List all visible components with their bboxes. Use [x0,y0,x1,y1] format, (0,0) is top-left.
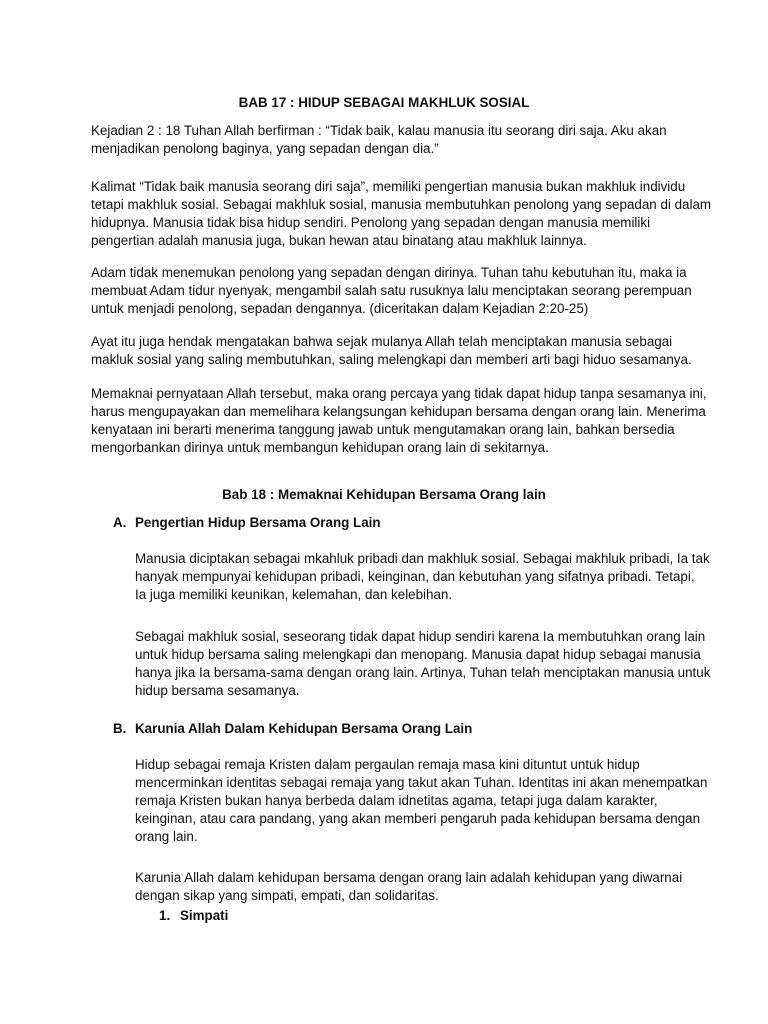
chapter-17-paragraph-3 [91,264,692,318]
list-item-number: 1. [159,908,171,923]
chapter-17-paragraph-2 [91,178,712,250]
text-line: Adam tidak menemukan penolong yang sepadan dengan dirinya. Tuhan tahu kebutuhan itu, maka ia [91,265,687,280]
section-b-marker: B. [113,721,127,736]
text-line: hanya jika Ia bersama-sama dengan orang lain. Artinya, Tuhan telah menciptakan manusia untuk [135,665,711,680]
chapter-18-title: Bab 18 : Memaknai Kehidupan Bersama Orang lain [222,487,546,502]
text-line: orang lain. [135,829,198,844]
text-line: Ayat itu juga hendak mengatakan bahwa sejak mulanya Allah telah menciptakan manusia sebagai [91,334,673,349]
text-line: kenyataan ini berarti menerima tanggung jawab untuk mengutamakan orang lain, bahkan bersedia [91,422,675,437]
text-line: makluk sosial yang saling membutuhkan, saling melengkapi dan memberi arti bagi hiduo sesamanya. [91,352,692,367]
text-line: hidupnya. Manusia tidak bisa hidup sendiri. Penolong yang sepadan dengan manusia memiliki [91,215,651,230]
section-a-marker: A. [113,515,127,530]
text-line: Manusia diciptakan sebagai mkahluk pribadi dan makhluk sosial. Sebagai makhluk pribadi, Ia tak [135,551,710,566]
text-line: untuk hidup bersama saling melengkapi dan menopang. Manusia dapat hidup sebagai manusia [135,647,701,662]
text-line: remaja Kristen bukan hanya berbeda dalam idnetitas agama, tetapi juga dalam karakter, [135,793,658,808]
text-line: Hidup sebagai remaja Kristen dalam pergaulan remaja masa kini dituntut untuk hidup [135,757,640,772]
text-line: tetapi makhluk sosial. Sebagai makhluk sosial, manusia membutuhkan penolong yang sepadan di dalam [91,197,712,212]
section-b-title: Karunia Allah Dalam Kehidupan Bersama Orang Lain [135,721,473,736]
text-line: membuat Adam tidur nyenyak, mengambil salah satu rusuknya lalu menciptakan seorang perempuan [91,283,692,298]
chapter-17-paragraph-4 [91,333,692,369]
text-line: keinginan, atau cara pandang, yang akan memberi pengaruh pada kehidupan bersama dengan [135,811,701,826]
text-line: dengan sikap yang simpati, empati, dan solidaritas. [135,888,439,903]
chapter-17-title: BAB 17 : HIDUP SEBAGAI MAKHLUK SOSIAL [238,95,530,110]
text-line: mengorbankan dirinya untuk membangun kehidupan orang lain di sekitarnya. [91,440,549,455]
text-line: harus mengupayakan dan memelihara kelangsungan kehidupan bersama dengan orang lain. Menerima [91,404,706,419]
section-b-paragraph-1 [135,756,708,846]
text-line: Sebagai makhluk sosial, seseorang tidak dapat hidup sendiri karena Ia membutuhkan orang lain [135,629,706,644]
text-line: hidup bersama sesamanya. [135,683,300,698]
section-a-heading [113,514,381,532]
text-line: Kalimat “Tidak baik manusia seorang diri saja”, memiliki pengertian manusia bukan makhluk individu [91,179,686,194]
text-line: Ia juga memiliki keunikan, kelemahan, dan kelebihan. [135,587,453,602]
section-a-paragraph-2 [135,628,711,700]
section-a-title: Pengertian Hidup Bersama Orang Lain [135,515,381,530]
text-line: hanyak mempunyai kehidupan pribadi, keinginan, dan kebutuhan yang sifatnya pribadi. Tetapi, [135,569,695,584]
text-line: pengertian adalah manusia juga, bukan hewan atau binatang atau makhluk lainnya. [91,233,587,248]
text-line: Memaknai pernyataan Allah tersebut, maka orang percaya yang tidak dapat hidup tanpa sesamanya ini, [91,386,707,401]
text-line: mencerminkan identitas sebagai remaja yang takut akan Tuhan. Identitas ini akan menempatkan [135,775,708,790]
section-a-paragraph-1 [135,550,710,604]
section-b-paragraph-2 [135,869,695,905]
list-item-simpati [159,907,228,925]
text-line: menjadikan penolong baginya, yang sepadan dengan dia.” [91,141,439,156]
chapter-17-paragraph-1 [91,122,681,158]
text-line: Kejadian 2 : 18 Tuhan Allah berfirman : “Tidak baik, kalau manusia itu seorang diri saja. Aku akan [91,123,667,138]
section-b-heading [113,720,472,738]
chapter-17-paragraph-5 [91,385,707,457]
text-line: untuk menjadi penolong, sepadan dengannya. (diceritakan dalam Kejadian 2:20-25) [91,301,589,316]
list-item-label: Simpati [180,908,229,923]
text-line: Karunia Allah dalam kehidupan bersama dengan orang lain adalah kehidupan yang diwarnai [135,870,683,885]
